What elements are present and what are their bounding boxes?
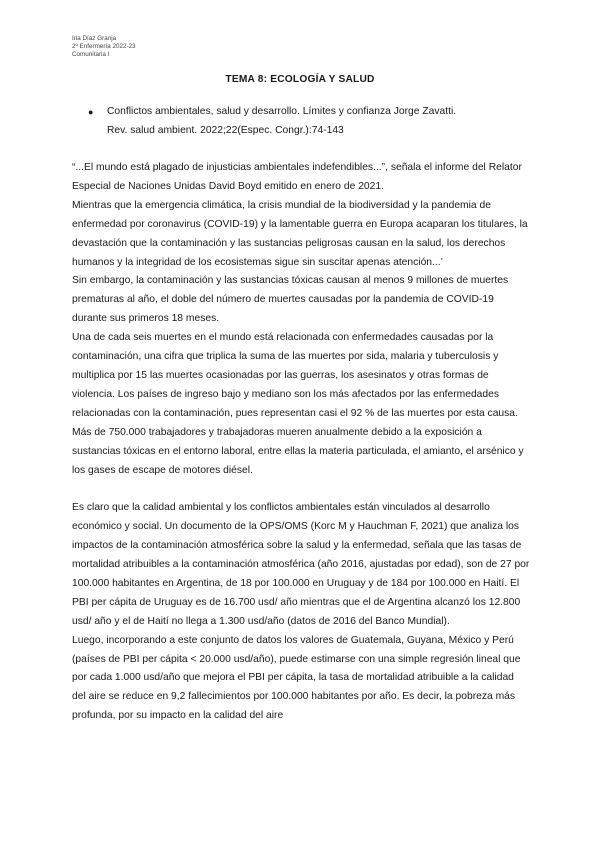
reference-text — [107, 103, 527, 140]
paragraph-emergency: Mientras que la emergencia climática, la crisis mundial de la biodiversidad y la pandemia de enfermedad por coronavirus (COVID-19) y la lamentable guerra en Europa acaparan los titulares, la devastación que la contaminación y las sustancias peligrosas causan en la salud, los derechos humanos y la integridad de los ecosistemas sigue sin suscitar apenas atención...’ — [72, 199, 528, 268]
page-title: TEMA 8: ECOLOGÍA Y SALUD — [225, 74, 375, 85]
subject-name: Comunitaria I — [72, 51, 110, 58]
paragraph-deaths: Sin embargo, la contaminación y las sustancias tóxicas causan al menos 9 millones de muertes prematuras al año, el doble del número de muertes causadas por la pandemia de COVID-19 durante sus primeros 18 meses. — [72, 275, 509, 325]
document-body — [72, 159, 530, 726]
document-header — [72, 35, 136, 59]
bullet-icon: ● — [88, 107, 94, 117]
paragraph-gap — [72, 480, 530, 499]
reference-title: Conflictos ambientales, salud y desarrollo. Límites y confianza Jorge Zavatti. — [107, 106, 457, 117]
course-name: 2º Enfermería 2022-23 — [72, 43, 136, 50]
paragraph-development: Es claro que la calidad ambiental y los conflictos ambientales están vinculados al desarrollo económico y social. Un documento de la OPS/OMS (Korc M y Hauchman F, 2021) que analiza los impactos de la contaminación atmosférica sobre la salud y la enfermedad, señala que las tasas de mortalidad atribuibles a la contaminación atmosférica (año 2016, ajustadas por edad), son de 27 por 100.000 habitantes en Argentina, de 18 por 100.000 en Uruguay y de 184 por 100.000 en Haití. El PBI per cápita de Uruguay es de 16.700 usd/ año mientras que el de Argentina alcanzó los 12.800 usd/ año y el de Haití no llega a 1.300 usd/año (datos de 2016 del Banco Mundial). — [72, 502, 530, 627]
paragraph-regression: Luego, incorporando a este conjunto de datos los valores de Guatemala, Guyana, México y Perú (países de PBI per cápita < 20.000 usd/año), puede estimarse con una simple regresión lineal que por cada 1.000 usd/año que mejora el PBI per cápita, la tasa de mortalidad atribuible a la calidad del aire se reduce en 9,2 fallecimientos por 100.000 habitantes por año. Es decir, la pobreza más profunda, por su impacto en la calidad del aire — [72, 634, 521, 722]
reference-citation: Rev. salud ambient. 2022;22(Espec. Congr.):74-143 — [107, 124, 344, 136]
paragraph-statistics: Una de cada seis muertes en el mundo está relacionada con enfermedades causadas por la contaminación, una cifra que triplica la suma de las muertes por sida, malaria y tuberculosis y multiplica por 15 las muertes ocasionadas por las guerras, los asesinatos y otras formas de violencia. Los países de ingreso bajo y mediano son los más afectados por las enfermedades relacionadas con la contaminación, pues representan casi el 92 % de las muertes por esta causa. Más de 750.000 trabajadores y trabajadoras mueren anualmente debido a la exposición a sustancias tóxicas en el entorno laboral, entre ellas la materia particulada, el amianto, el arsénico y los gases de escape de motores diésel. — [72, 332, 524, 476]
paragraph-quote: “...El mundo está plagado de injusticias ambientales indefendibles...”, señala el informe del Relator Especial de Naciones Unidas David Boyd emitido en enero de 2021. — [72, 162, 522, 192]
author-name: Iria Díaz Granja — [72, 35, 117, 42]
